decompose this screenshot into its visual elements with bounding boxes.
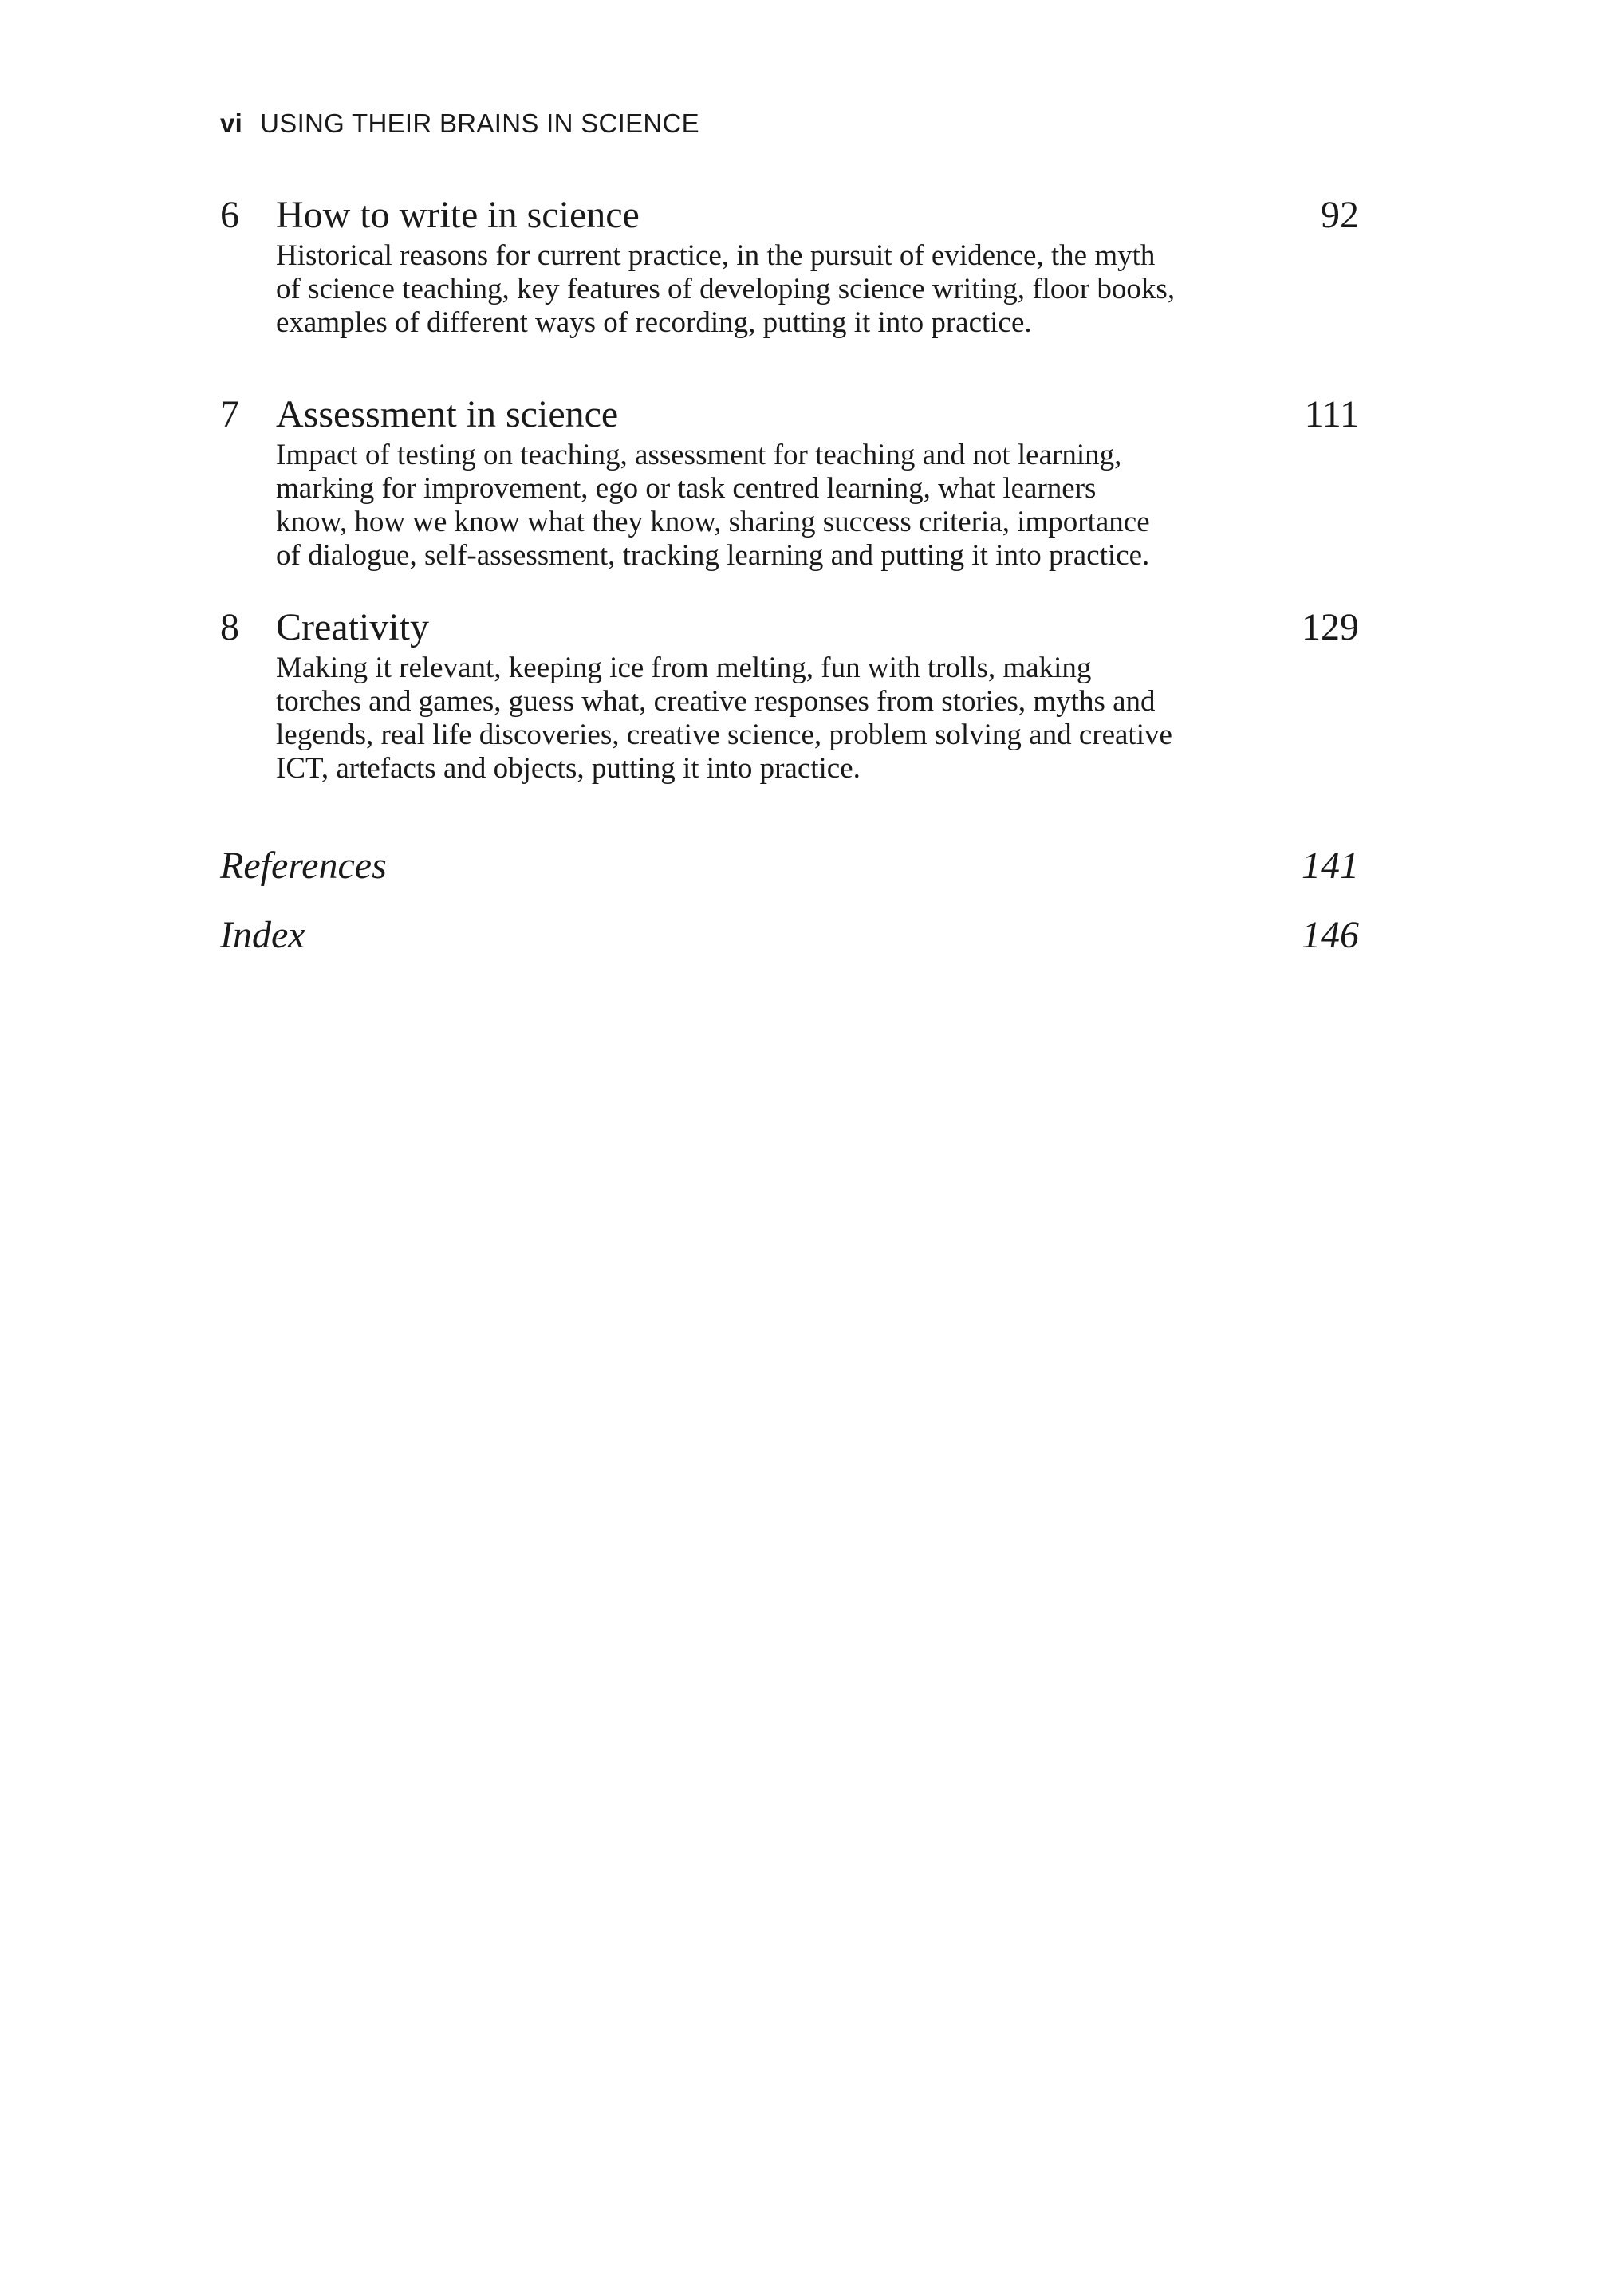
chapter-number: 7 [220, 393, 239, 435]
running-head [220, 108, 699, 139]
chapter-description [276, 239, 1257, 340]
description-line: legends, real life discoveries, creative science, problem solving and creative [276, 719, 1172, 751]
description-line: Making it relevant, keeping ice from melting, fun with trolls, making [276, 652, 1092, 684]
running-head-title: USING THEIR BRAINS IN SCIENCE [260, 108, 699, 138]
description-line: torches and games, guess what, creative responses from stories, myths and [276, 685, 1156, 718]
references-page-number: 141 [1302, 845, 1359, 887]
description-line: know, how we know what they know, sharing success criteria, importance [276, 506, 1150, 538]
chapter-title: Creativity [276, 606, 429, 648]
chapter-page-number: 129 [1302, 606, 1359, 648]
toc-references[interactable] [220, 841, 1359, 892]
chapter-number: 8 [220, 606, 239, 648]
chapter-heading [220, 391, 1359, 439]
chapter-title: Assessment in science [276, 393, 619, 435]
index-title: Index [220, 914, 305, 956]
chapter-heading [220, 604, 1359, 652]
chapter-description [276, 439, 1257, 573]
chapter-description [276, 652, 1257, 786]
page-folio: vi [220, 108, 243, 138]
chapter-heading [220, 191, 1359, 239]
toc-index[interactable] [220, 910, 1359, 961]
description-line: of dialogue, self-assessment, tracking learning and putting it into practice. [276, 539, 1150, 572]
chapter-title: How to write in science [276, 194, 640, 236]
description-line: marking for improvement, ego or task centred learning, what learners [276, 472, 1097, 505]
chapter-number: 6 [220, 194, 239, 236]
description-line: Impact of testing on teaching, assessment for teaching and not learning, [276, 439, 1122, 471]
description-line: Historical reasons for current practice, in the pursuit of evidence, the myth [276, 239, 1156, 272]
description-line: ICT, artefacts and objects, putting it into practice. [276, 752, 861, 785]
toc-chapter-8[interactable] [220, 604, 1359, 786]
chapter-page-number: 92 [1321, 194, 1359, 236]
description-line: examples of different ways of recording, putting it into practice. [276, 306, 1032, 339]
chapter-page-number: 111 [1304, 393, 1359, 435]
index-page-number: 146 [1302, 914, 1359, 956]
toc-chapter-6[interactable] [220, 191, 1359, 340]
description-line: of science teaching, key features of developing science writing, floor books, [276, 273, 1176, 305]
toc-chapter-7[interactable] [220, 391, 1359, 573]
references-title: References [220, 845, 387, 887]
